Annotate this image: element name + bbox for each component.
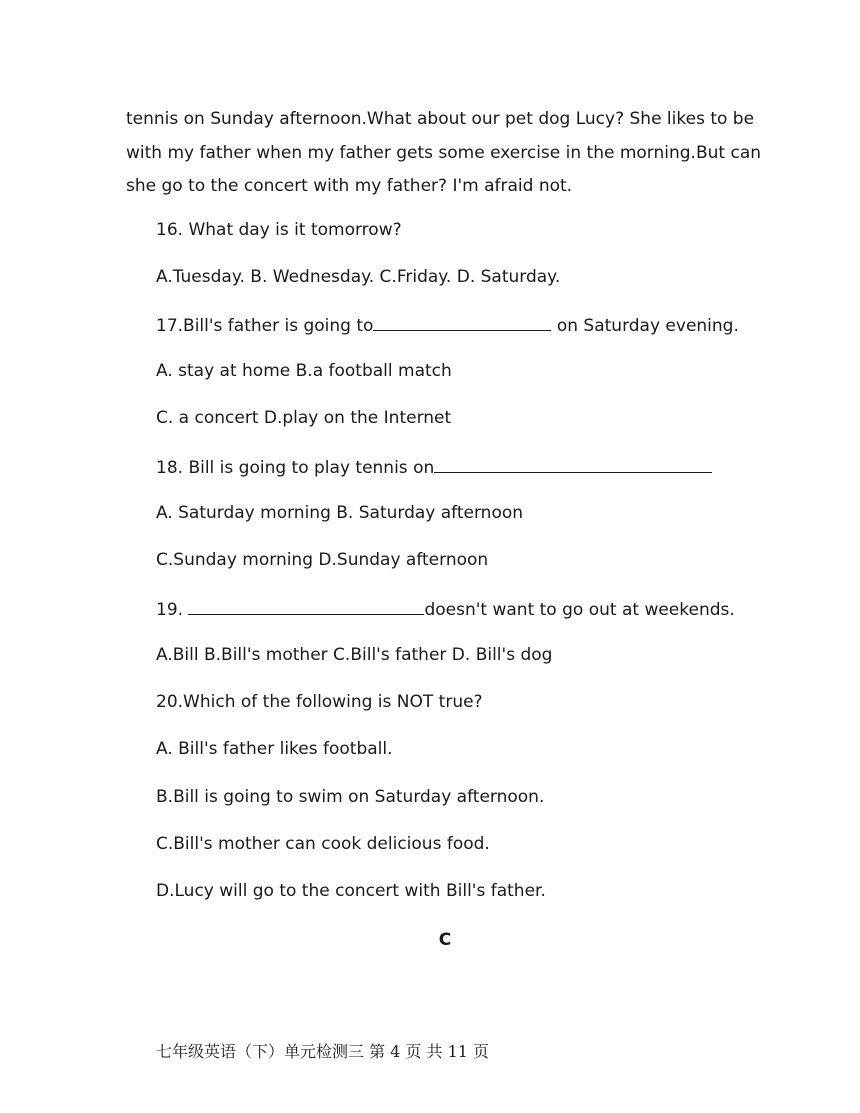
question-17-options-line-2: C. a concert D.play on the Internet [156, 408, 452, 428]
question-16-options: A.Tuesday. B. Wednesday. C.Friday. D. Saturday. [156, 267, 561, 287]
question-18-options-line-2: C.Sunday morning D.Sunday afternoon [156, 550, 489, 570]
passage-line: she go to the concert with my father? I'm afraid not. [126, 176, 573, 196]
question-17-options-line-1: A. stay at home B.a football match [156, 361, 452, 381]
question-19-stem-after: doesn't want to go out at weekends. [424, 600, 735, 620]
answer-blank [373, 312, 551, 331]
passage-line: tennis on Sunday afternoon.What about our pet dog Lucy? She likes to be [126, 109, 755, 129]
question-18-options-line-1: A. Saturday morning B. Saturday afternoon [156, 503, 524, 523]
question-20-option-b: B.Bill is going to swim on Saturday afternoon. [156, 787, 545, 807]
passage-line: with my father when my father gets some exercise in the morning.But can [126, 142, 762, 163]
question-20-option-c: C.Bill's mother can cook delicious food. [156, 834, 490, 854]
question-17-stem [156, 312, 739, 338]
question-17-stem-after: on Saturday evening. [551, 316, 739, 336]
question-19-stem-before: 19. [156, 600, 189, 620]
question-20-option-d: D.Lucy will go to the concert with Bill's father. [156, 881, 546, 901]
answer-blank [434, 454, 712, 473]
reading-passage [126, 103, 762, 204]
question-16-stem: 16. What day is it tomorrow? [156, 220, 402, 240]
question-17-stem-before: 17.Bill's father is going to [156, 316, 374, 336]
page-footer: 七年级英语（下）单元检测三 第 4 页 共 11 页 [156, 1042, 490, 1061]
question-18-stem-before: 18. Bill is going to play tennis on [156, 458, 435, 478]
question-18-stem [156, 454, 712, 480]
question-19-stem [156, 596, 735, 622]
section-heading: C [438, 930, 452, 950]
question-20-option-a: A. Bill's father likes football. [156, 739, 393, 759]
answer-blank [188, 596, 424, 615]
question-20-stem: 20.Which of the following is NOT true? [156, 692, 483, 712]
question-19-options: A.Bill B.Bill's mother C.Bill's father D. Bill's dog [156, 645, 553, 665]
